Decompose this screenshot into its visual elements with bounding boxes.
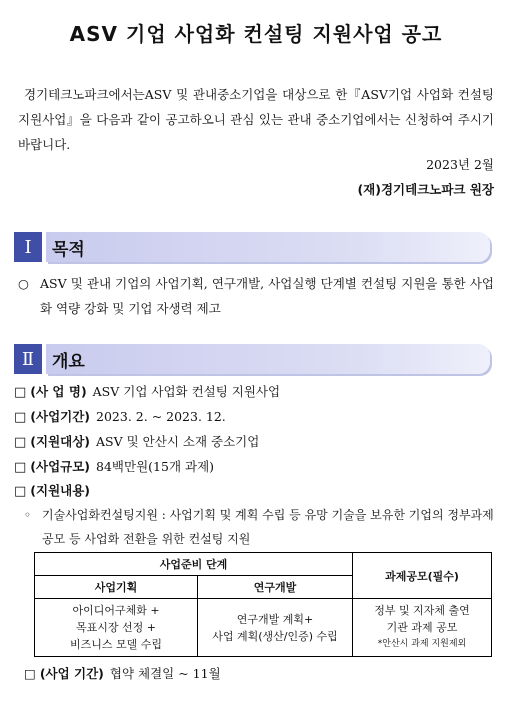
section-label: 개요 [52,351,85,372]
col3-header-cell: 과제공모(필수) [353,553,492,599]
section-header-overview [14,344,490,374]
support-item [24,503,494,551]
cell-line: 아이디어구체화 + [72,604,160,617]
cell-note: *안산시 과제 지원제외 [377,639,467,649]
section-number: Ⅰ [14,232,42,262]
planning-cell [35,599,198,657]
overview-label: (사업 기간) [39,666,104,681]
section-bar [46,232,490,262]
overview-item-target [14,432,259,453]
announcement-date: 2023년 2월 [426,157,494,172]
circle-bullet-icon: ○ [18,276,29,291]
checkbox-square-icon: □ [14,385,27,400]
checkbox-square-icon: □ [14,410,27,425]
col2-header-cell: 연구개발 [198,576,353,599]
section-label: 목적 [52,239,85,260]
checkbox-square-icon: □ [14,435,27,450]
cell-line: 비즈니스 모델 수립 [69,638,162,651]
purpose-item [18,271,494,321]
purpose-text: ASV 및 관내 기업의 사업기획, 연구개발, 사업실행 단계별 컨설팅 지원을 통한 사업화 역량 강화 및 기업 자생력 제고 [40,276,494,316]
section-header-purpose [14,232,490,262]
overview-item-scale [14,457,214,478]
cell-line: 연구개발 계획+ [236,612,314,626]
page-title: ASV 기업 사업화 컨설팅 지원사업 공고 [69,22,443,46]
overview-item-content [14,481,96,502]
overview-label: (사업기간) [30,409,91,424]
section-bar [46,344,490,374]
checkbox-square-icon: □ [14,460,27,475]
overview-value: ASV 및 안산시 소재 중소기업 [96,434,260,449]
overview-label: (지원대상) [30,434,91,449]
overview-label: (사업규모) [30,459,91,474]
overview-item-project-period [24,664,221,682]
group-header-cell: 사업준비 단계 [35,553,353,576]
col1-header-cell: 사업기획 [35,576,198,599]
overview-label: (사 업 명) [30,384,87,399]
overview-item-name [14,382,280,403]
support-text: 기술사업화컨설팅지원 : 사업기획 및 계획 수립 등 유망 기술을 보유한 기업의 정부과제 공모 등 사업화 전환을 위한 컨설팅 지원 [42,508,494,546]
overview-value: 2023. 2. ~ 2023. 12. [96,409,226,424]
overview-value: 협약 체결일 ~ 11월 [109,666,221,681]
section-number: Ⅱ [14,344,42,374]
overview-label: (지원내용) [30,483,91,498]
stage-table [34,552,492,657]
application-cell [353,599,492,657]
cell-line: 기관 과제 공모 [386,621,458,634]
signer: (재)경기테크노파크 원장 [357,182,494,197]
small-circle-bullet-icon: ◦ [24,508,32,522]
checkbox-square-icon: □ [14,484,27,499]
cell-line: 목표시장 선정 + [76,621,156,634]
overview-value: 84백만원(15개 과제) [96,459,215,474]
cell-line: 정부 및 지자체 출연 [374,604,470,617]
overview-item-period [14,407,226,428]
overview-value: ASV 기업 사업화 컨설팅 지원사업 [92,384,281,399]
intro-paragraph: 경기테크노파크에서는ASV 및 관내중소기업을 대상으로 한『ASV기업 사업화 컨설팅 지원사업』을 다음과 같이 공고하오니 관심 있는 관내 중소기업에서는 신청하여 주시기 바랍니다. [18,87,494,152]
rnd-cell [198,599,353,657]
cell-line: 사업 계획(생산/인증) 수립 [212,629,338,643]
checkbox-square-icon: □ [24,666,36,681]
